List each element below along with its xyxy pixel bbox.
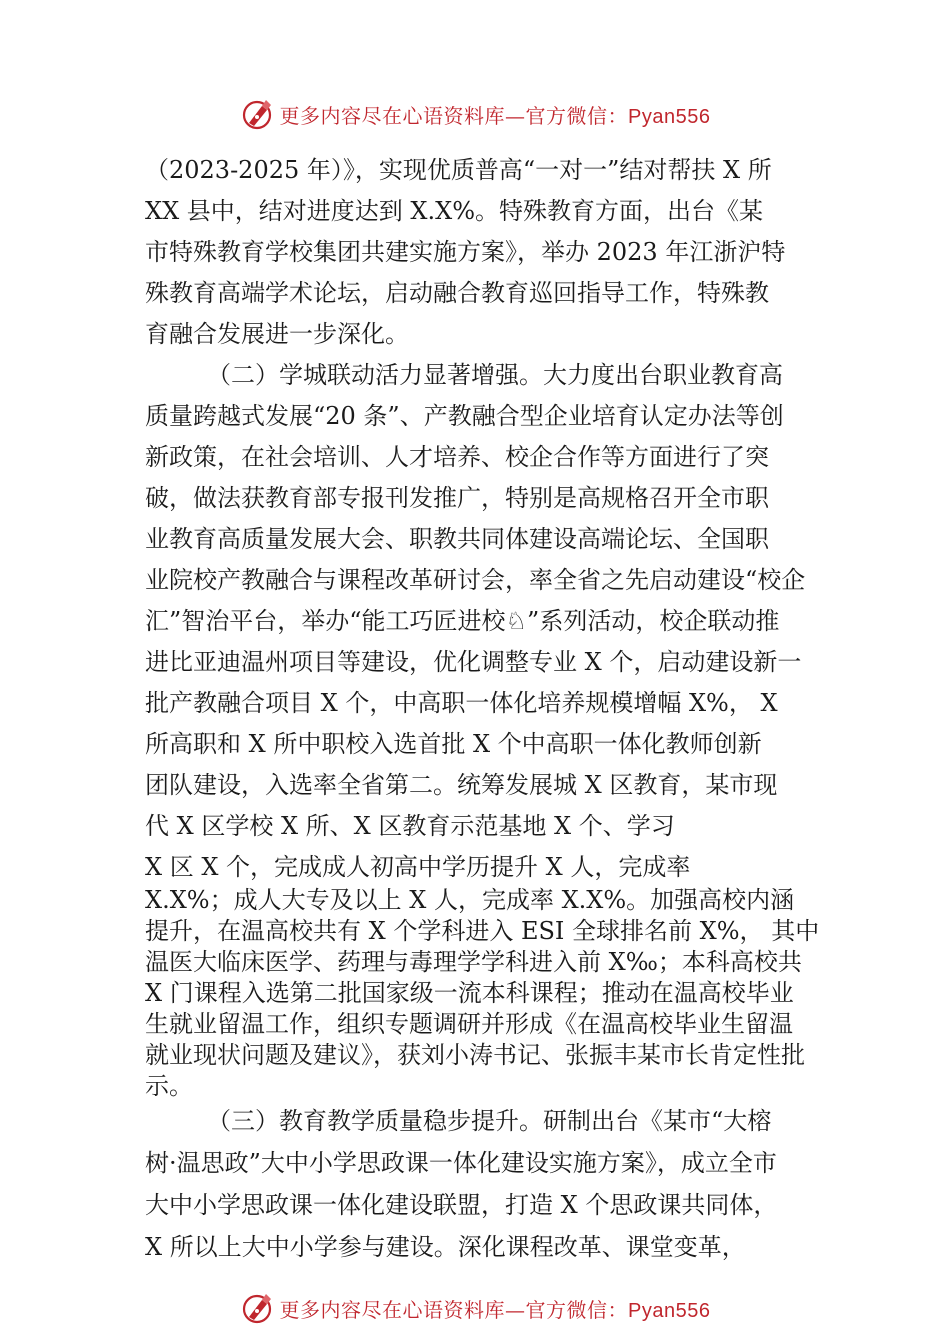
pen-nib-logo-icon bbox=[240, 96, 276, 132]
text-line: 温医大临床医学、药理与毒理学学科进入前 X‰；本科高校共 bbox=[145, 948, 802, 976]
text-line: 大中小学思政课一体化建设联盟，打造 X 个思政课共同体， bbox=[145, 1191, 778, 1219]
text-line: 新政策，在社会培训、人才培养、校企合作等方面进行了突 bbox=[145, 443, 769, 471]
text-line: 业教育高质量发展大会、职教共同体建设高端论坛、全国职 bbox=[145, 525, 769, 553]
text-line: 提升，在温高校共有 X 个学科进入 ESI 全球排名前 X%， 其中 bbox=[145, 917, 820, 945]
text-line: X 门课程入选第二批国家级一流本科课程；推动在温高校毕业 bbox=[145, 979, 794, 1007]
pen-nib-logo-icon bbox=[240, 1290, 276, 1326]
watermark-banner-bottom bbox=[0, 1288, 950, 1328]
text-line: X 所以上大中小学参与建设。深化课程改革、课堂变革， bbox=[145, 1233, 746, 1261]
watermark-banner-top bbox=[0, 94, 950, 134]
text-line: 质量跨越式发展“20 条”、产教融合型企业培育认定办法等创 bbox=[145, 402, 784, 430]
text-line: 批产教融合项目 X 个，中高职一体化培养规模增幅 X%， X bbox=[145, 689, 778, 717]
text-line: 所高职和 X 所中职校入选首批 X 个中高职一体化教师创新 bbox=[145, 730, 762, 758]
text-line: 破，做法获教育部专报刊发推广，特别是高规格召开全市职 bbox=[145, 484, 769, 512]
text-line: X 区 X 个，完成成人初高中学历提升 X 人，完成率 bbox=[145, 853, 691, 881]
text-line: 育融合发展进一步深化。 bbox=[145, 320, 409, 348]
text-line: X.X%；成人大专及以上 X 人，完成率 X.X%。加强高校内涵 bbox=[145, 886, 795, 914]
text-line: 市特殊教育学校集团共建实施方案》，举办 2023 年江浙沪特 bbox=[145, 238, 786, 266]
text-line: XX 县中，结对进度达到 X.X%。特殊教育方面，出台《某 bbox=[145, 197, 764, 225]
text-line: 业院校产教融合与课程改革研讨会，率全省之先启动建设“校企 bbox=[145, 566, 806, 594]
text-line: 代 X 区学校 X 所、X 区教育示范基地 X 个、学习 bbox=[145, 812, 675, 840]
watermark-account: Pyan556 bbox=[628, 105, 711, 128]
text-line: 团队建设，入选率全省第二。统筹发展城 X 区教育，某市现 bbox=[145, 771, 778, 799]
text-line: 殊教育高端学术论坛，启动融合教育巡回指导工作，特殊教 bbox=[145, 279, 769, 307]
text-line: 汇”智治平台，举办“能工巧匠进校♘”系列活动，校企联动推 bbox=[145, 607, 780, 635]
text-line: 树·温思政”大中小学思政课一体化建设实施方案》，成立全市 bbox=[145, 1149, 777, 1177]
text-line: 生就业留温工作，组织专题调研并形成《在温高校毕业生留温 bbox=[145, 1010, 793, 1038]
watermark-text: 更多内容尽在心语资料库—官方微信：Pyan556 bbox=[279, 1297, 711, 1322]
paragraph-heading-2: （二）学城联动活力显著增强。大力度出台职业教育高 bbox=[207, 361, 783, 389]
watermark-account: Pyan556 bbox=[628, 1299, 711, 1322]
watermark-text: 更多内容尽在心语资料库—官方微信：Pyan556 bbox=[279, 103, 711, 128]
paragraph-heading-3: （三）教育教学质量稳步提升。研制出台《某市“大榕 bbox=[207, 1107, 772, 1135]
text-line: （2023-2025 年）》，实现优质普高“一对一”结对帮扶 X 所 bbox=[145, 156, 772, 184]
text-line: 进比亚迪温州项目等建设，优化调整专业 X 个，启动建设新一 bbox=[145, 648, 802, 676]
text-line: 就业现状问题及建议》，获刘小涛书记、张振丰某市长肯定性批 bbox=[145, 1041, 805, 1069]
text-line: 示。 bbox=[145, 1072, 193, 1100]
